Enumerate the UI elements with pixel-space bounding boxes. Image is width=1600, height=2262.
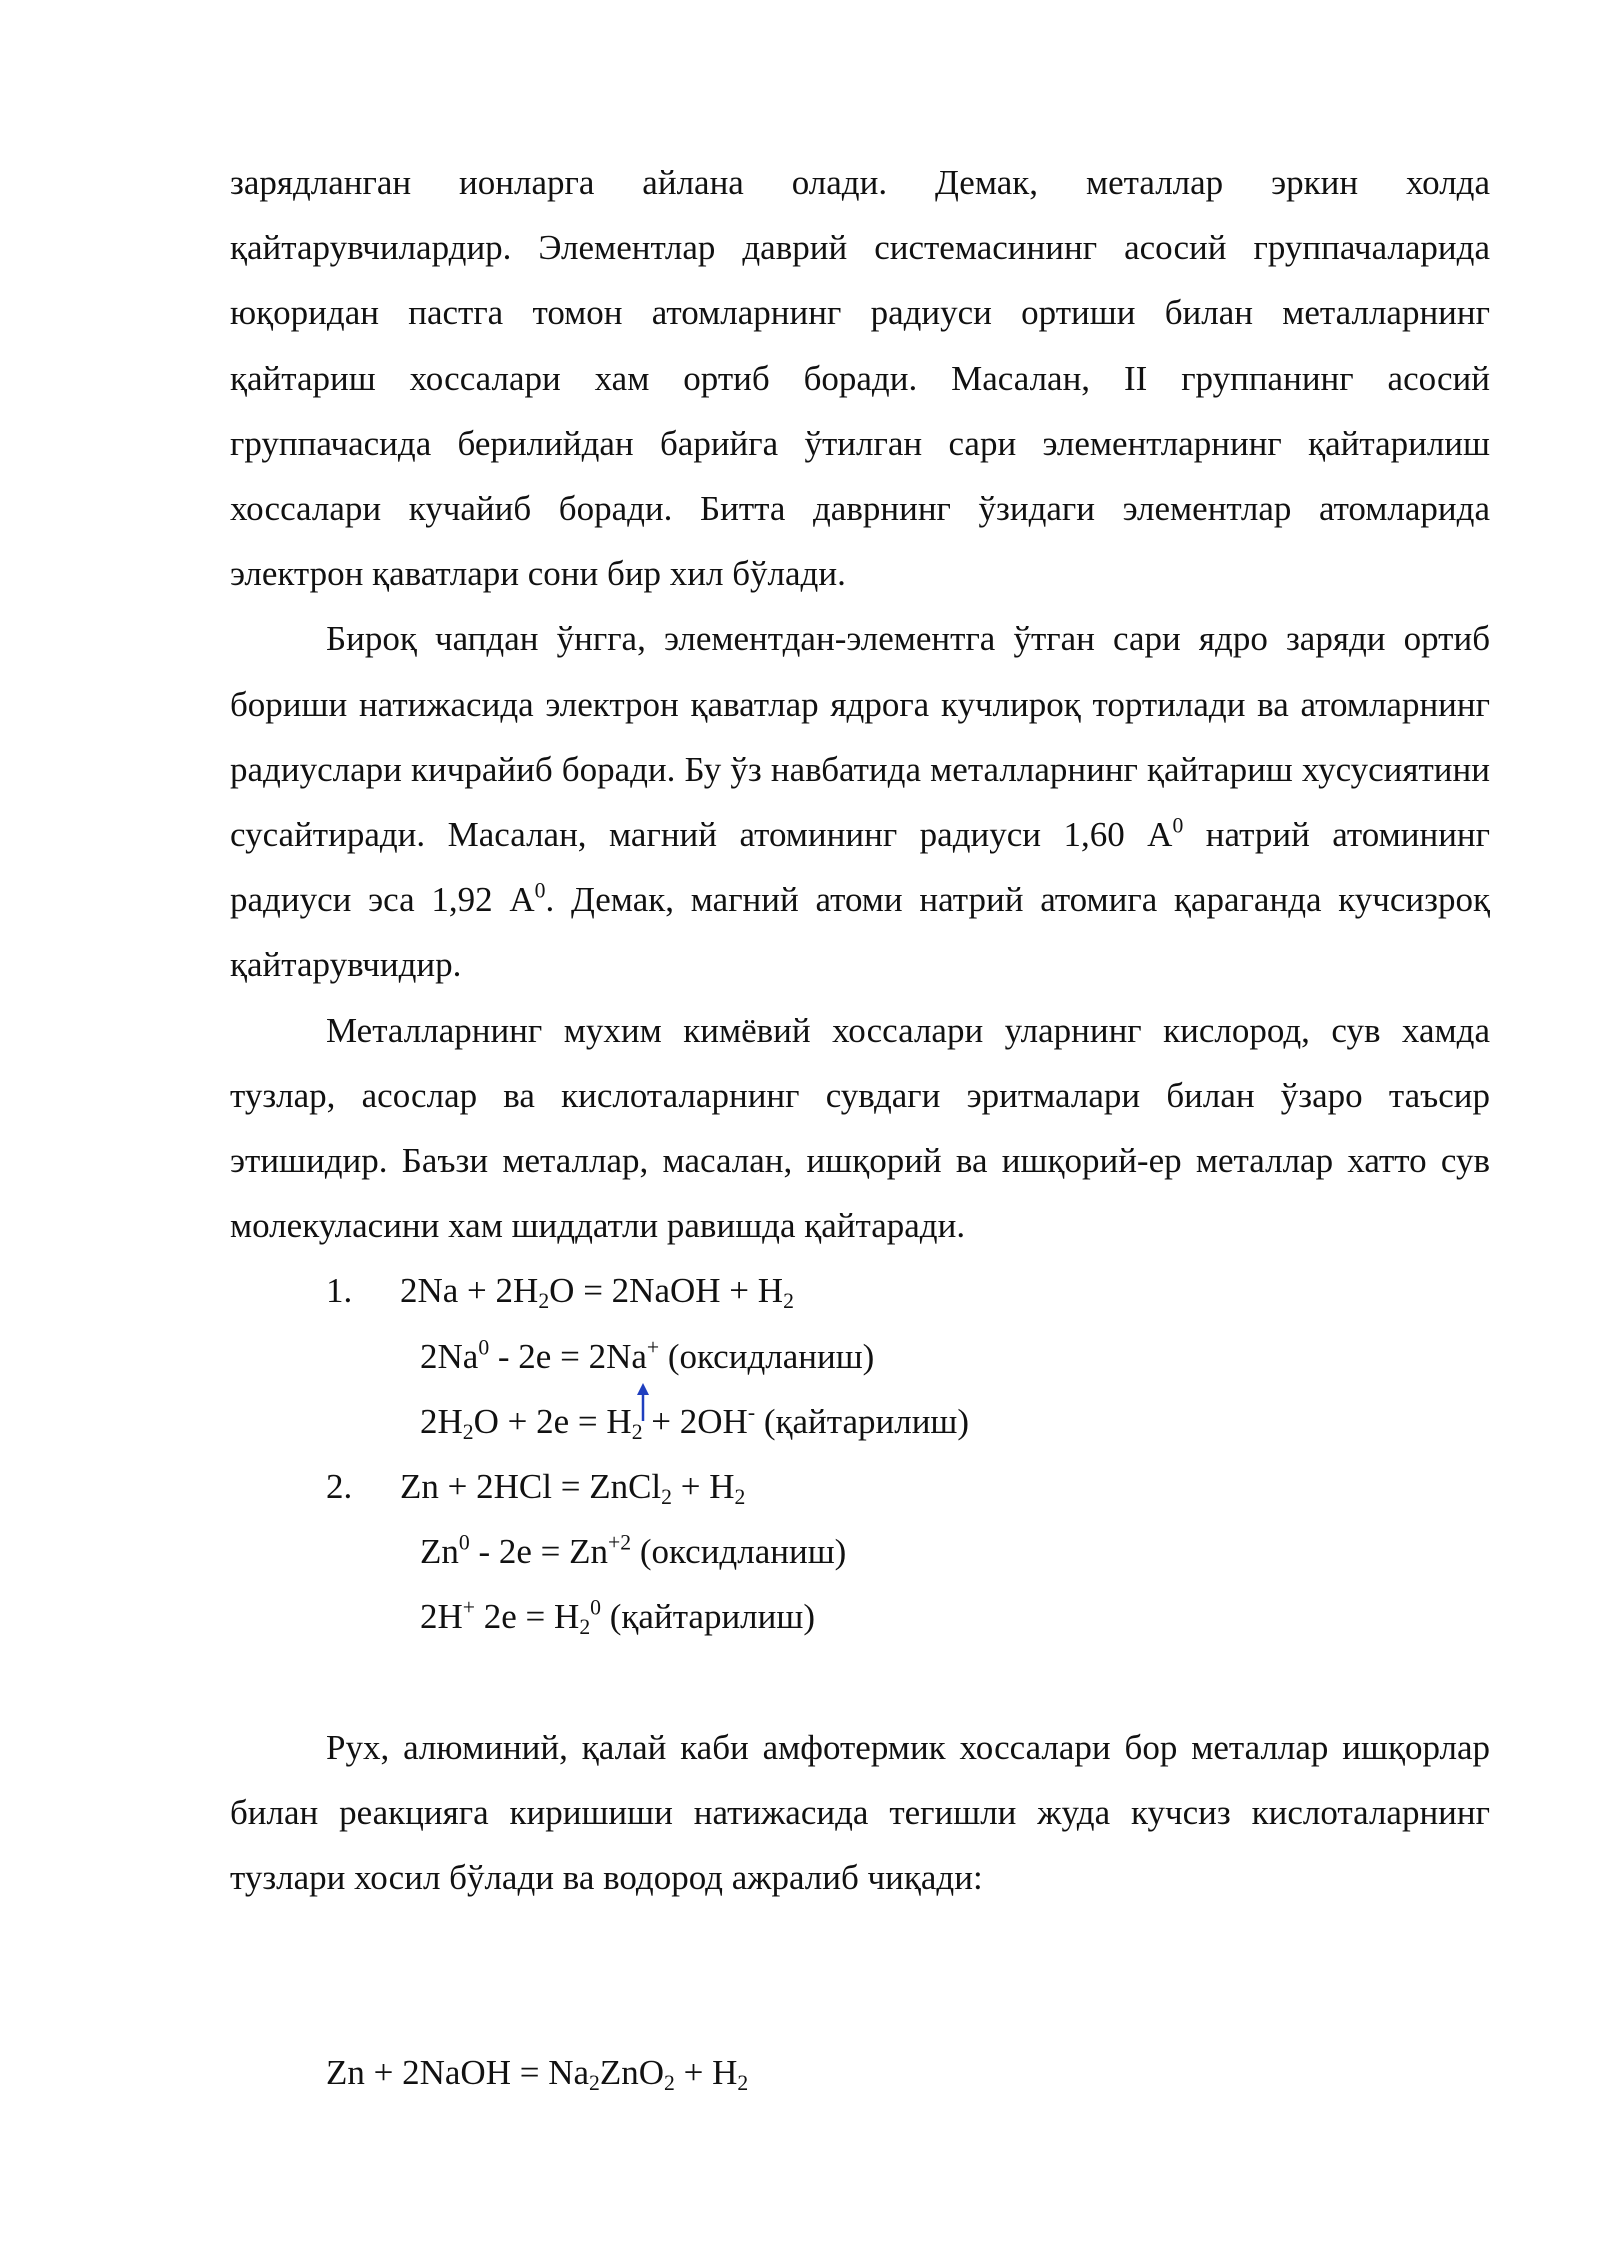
subscript: 2	[661, 1485, 672, 1510]
superscript: 0	[478, 1335, 490, 1360]
paragraph-metals-reducers: зарядланган ионларга айлана олади. Демак, металлар эркин холда қайтарувчилардир. Элементлар даврий системасининг асосий группачаларида юқоридан пастга томон атомларнинг радиуси ортиши билан металларнинг қайтариш хоссалари хам ортиб боради. Масалан, II группанинг асосий группачасида берилийдан барийга ўтилган сари элементларнинг қайтарилиш хоссалари кучайиб боради. Битта даврнинг ўзидаги элементлар атомларида электрон қаватлари сони бир хил бўлади.	[230, 163, 1490, 594]
document-page	[230, 150, 1490, 2105]
formula-part: 2H	[420, 1597, 463, 1637]
equation-number: 1.	[326, 1271, 353, 1311]
formula-part: Zn + 2HCl = ZnCl	[400, 1467, 662, 1507]
paragraph-period-trend	[230, 606, 1490, 997]
paragraph-text: Бироқ чапдан ўнгга, элементдан-элементга ўтган сари ядро заряди ортиб бориши натижасида электрон қаватлар ядрога кучлироқ тортилади ва атомларнинг радиуслари кичрайиб боради. Бу ўз навбатида металларнинг қайтариш хусусиятини сусайтиради. Масалан, магний атомининг радиуси 1,60 А	[230, 619, 1490, 855]
paragraph-text: натрий атомининг радиуси эса 1,92 А	[230, 815, 1491, 920]
formula-part: - 2e = 2Na	[489, 1336, 647, 1376]
formula-part: Zn + 2NaOH = Na	[326, 2053, 590, 2093]
formula-part: - 2e = Zn	[469, 1532, 609, 1572]
subscript: 2	[734, 1485, 746, 1510]
formula-part: (қайтарилиш)	[601, 1597, 815, 1637]
superscript: +	[646, 1335, 660, 1360]
paragraph-chemical-properties: Металларнинг мухим кимёвий хоссалари уларнинг кислород, сув хамда тузлар, асослар ва кислоталарнинг сувдаги эритмалари билан ўзаро таъсир этишидир. Баъзи металлар, масалан, ишқорий ва ишқорий-ер металлар хатто сув молекуласини хам шиддатли равишда қайтаради.	[230, 1010, 1490, 1246]
superscript: +	[462, 1595, 476, 1620]
equation-2-oxidation	[230, 1519, 1490, 1584]
superscript: 0	[458, 1530, 470, 1555]
equation-2	[230, 1454, 1490, 1519]
subscript: 2	[538, 1289, 550, 1314]
equation-number: 2.	[326, 1467, 353, 1507]
superscript: 0	[534, 878, 546, 903]
subscript: 2	[664, 2071, 675, 2096]
subscript: 2	[737, 2071, 749, 2096]
formula-part: Zn	[420, 1532, 459, 1572]
superscript: -	[747, 1400, 756, 1425]
paragraph-text: . Демак, магний атоми натрий атомига қараганда кучсизроқ қайтарувчидир.	[230, 880, 1490, 985]
superscript: 0	[1172, 813, 1184, 838]
formula-part: O + 2e = H	[473, 1401, 632, 1441]
blank-lines	[230, 1910, 1490, 2040]
equation-1-reduction	[230, 1389, 1490, 1454]
formula-part: 2H	[420, 1401, 463, 1441]
superscript: +2	[608, 1530, 632, 1555]
equation-1	[230, 1258, 1490, 1323]
formula-part: (оксидланиш)	[659, 1336, 875, 1376]
equation-1-oxidation	[230, 1324, 1490, 1389]
formula-part: 2e = H	[475, 1597, 580, 1637]
formula-part: 2Na + 2H	[400, 1271, 539, 1311]
formula-part: + 2OH	[642, 1401, 748, 1441]
formula-part: (оксидланиш)	[631, 1532, 847, 1572]
subscript: 2	[579, 1615, 591, 1640]
superscript: 0	[590, 1595, 602, 1620]
subscript: 2	[783, 1289, 794, 1314]
formula-part: O = 2NaOH + H	[549, 1271, 784, 1311]
equation-3	[230, 2040, 1490, 2105]
formula-part: (қайтарилиш)	[755, 1401, 970, 1441]
formula-part: + H	[674, 2053, 738, 2093]
formula-part: ZnO	[599, 2053, 665, 2093]
subscript: 2	[631, 1419, 643, 1444]
paragraph-amphoteric-metals: Рух, алюминий, қалай каби амфотермик хоссалари бор металлар ишқорлар билан реакцияга киришиши натижасида тегишли жуда кучсиз кислоталарнинг тузлари хосил бўлади ва водород ажралиб чиқади:	[230, 1727, 1490, 1897]
blank-line	[230, 1650, 1490, 1715]
subscript: 2	[462, 1419, 474, 1444]
formula-part: + H	[672, 1467, 735, 1507]
formula-part: 2Na	[420, 1336, 479, 1376]
subscript: 2	[589, 2071, 600, 2096]
equation-2-reduction	[230, 1584, 1490, 1649]
